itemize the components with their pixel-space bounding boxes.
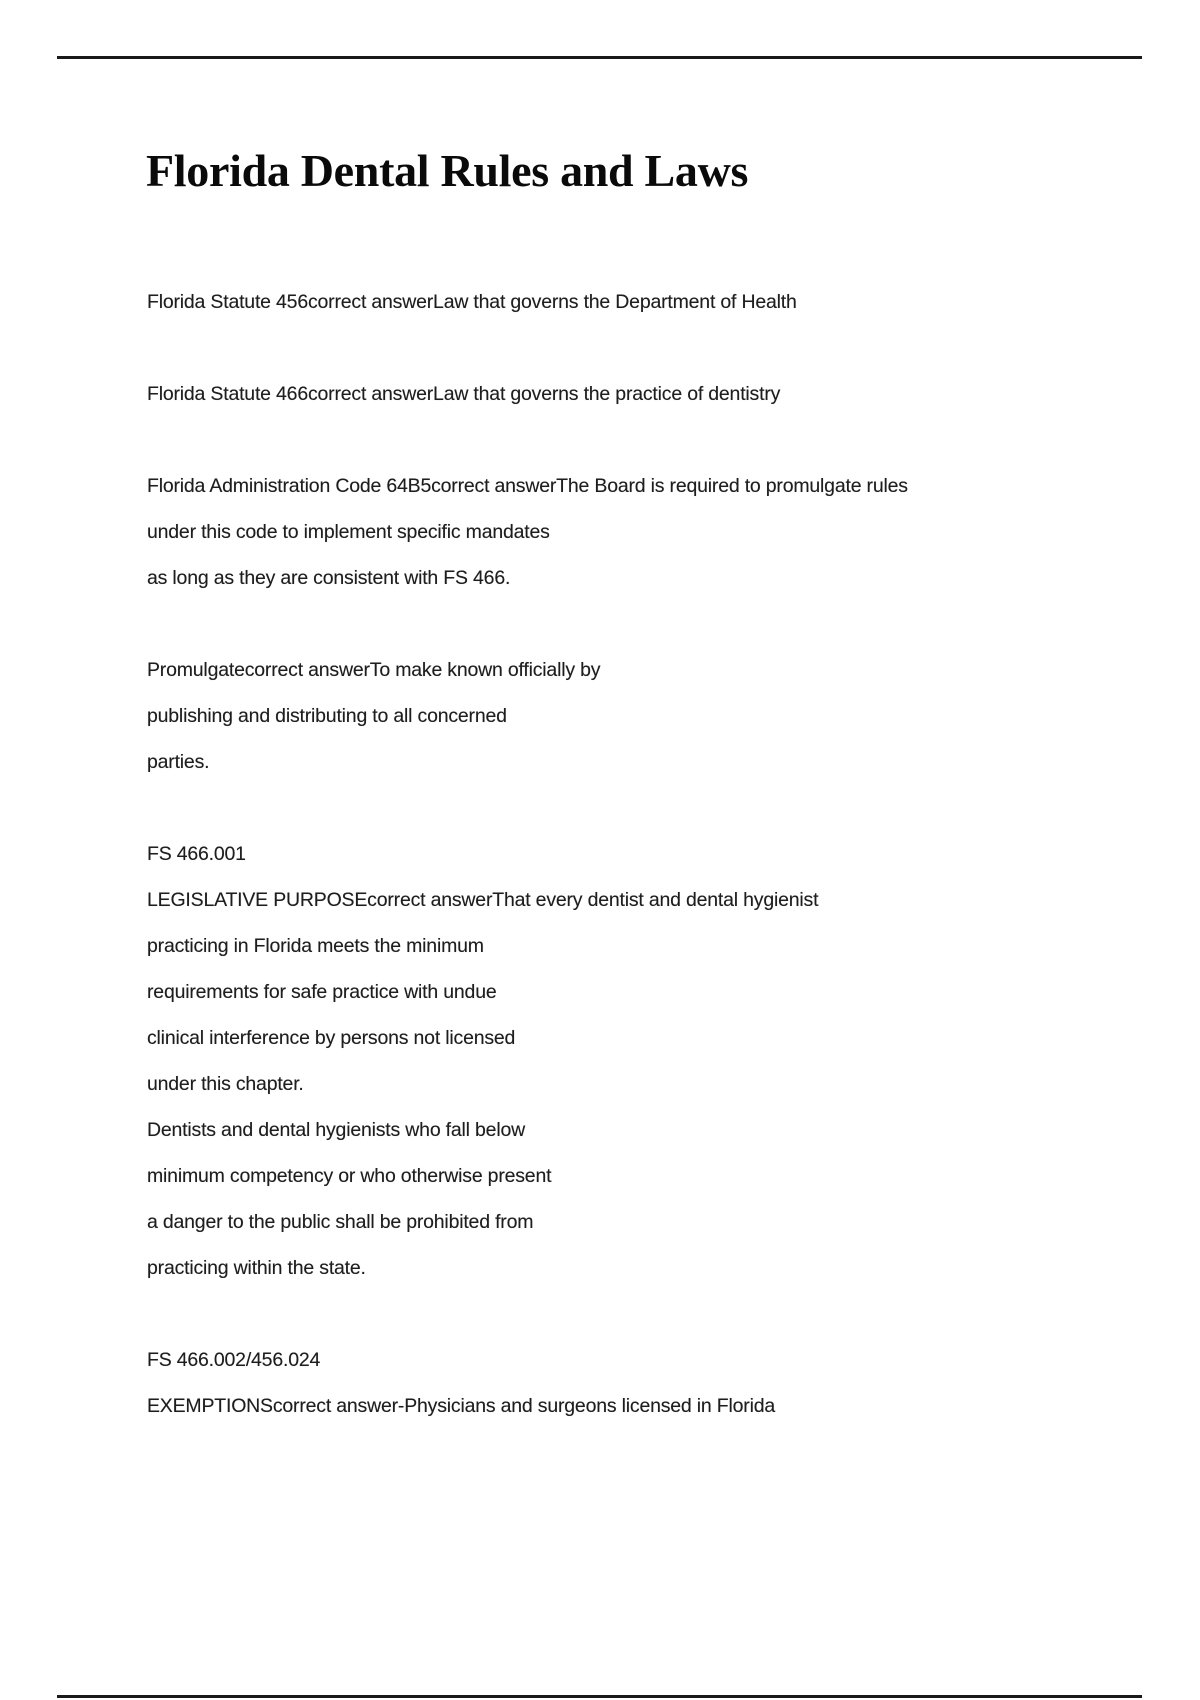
text-line: requirements for safe practice with undue bbox=[147, 981, 497, 1003]
top-horizontal-rule bbox=[57, 56, 1142, 59]
text-line: EXEMPTIONScorrect answer-Physicians and surgeons licensed in Florida bbox=[147, 1395, 775, 1417]
paragraph bbox=[147, 463, 1147, 601]
paragraph bbox=[147, 647, 1147, 785]
text-line: Promulgatecorrect answerTo make known officially by bbox=[147, 659, 601, 681]
text-line: publishing and distributing to all concerned bbox=[147, 705, 507, 727]
text-line: FS 466.001 bbox=[147, 843, 246, 865]
bottom-horizontal-rule bbox=[57, 1695, 1142, 1698]
text-line: minimum competency or who otherwise present bbox=[147, 1165, 552, 1187]
text-line: FS 466.002/456.024 bbox=[147, 1349, 321, 1371]
text-line: clinical interference by persons not licensed bbox=[147, 1027, 516, 1049]
text-line: Florida Statute 466correct answerLaw that governs the practice of dentistry bbox=[147, 383, 781, 405]
page-title: Florida Dental Rules and Laws bbox=[146, 145, 749, 196]
text-line: a danger to the public shall be prohibited from bbox=[147, 1211, 534, 1233]
document-body bbox=[147, 279, 1147, 1475]
text-line: LEGISLATIVE PURPOSEcorrect answerThat every dentist and dental hygienist bbox=[147, 889, 819, 911]
text-line: as long as they are consistent with FS 466. bbox=[147, 567, 511, 589]
text-line: practicing within the state. bbox=[147, 1257, 366, 1279]
text-line: under this chapter. bbox=[147, 1073, 304, 1095]
paragraph bbox=[147, 831, 1147, 1291]
text-line: Dentists and dental hygienists who fall below bbox=[147, 1119, 525, 1141]
paragraph bbox=[147, 1337, 1147, 1429]
text-line: practicing in Florida meets the minimum bbox=[147, 935, 484, 957]
text-line: under this code to implement specific mandates bbox=[147, 521, 550, 543]
text-line: parties. bbox=[147, 751, 210, 773]
text-line: Florida Administration Code 64B5correct answerThe Board is required to promulgate rules bbox=[147, 475, 908, 497]
text-line: Florida Statute 456correct answerLaw that governs the Department of Health bbox=[147, 291, 797, 313]
paragraph bbox=[147, 279, 1147, 325]
paragraph bbox=[147, 371, 1147, 417]
